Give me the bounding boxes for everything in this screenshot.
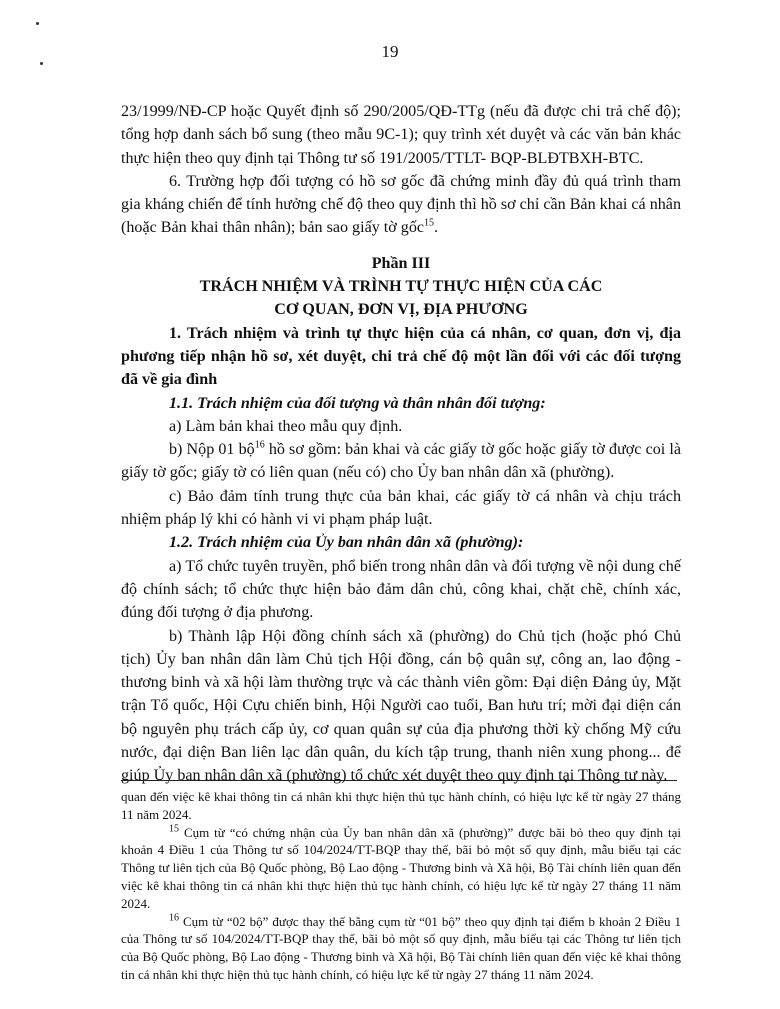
para-1-2-b: b) Thành lập Hội đồng chính sách xã (phường) do Chủ tịch (hoặc phó Chủ tịch) Ủy ban nhân dân làm Chủ tịch Hội đồng, cán bộ quân sự, công an, lao động - thương binh và xã hội làm thường trực và các thành viên gồm: Đại diện Đảng ủy, Mặt trận Tổ quốc, Hội Cựu chiến binh, Hội Người cao tuổi, Ban hưu trí; mời đại diện cán bộ nguyên phụ trách cấp ủy, cơ quan quân sự của địa phương thời kỳ chống Mỹ cứu nước, đại diện Ban liên lạc dân quân, du kích tập trung, thanh niên xung phong... để giúp Ủy ban nhân dân xã (phường) tổ chức xét duyệt theo quy định tại Thông tư này. xyxy=(121,627,681,785)
footnote-ref-15: 15 xyxy=(424,218,435,230)
page-number: 19 xyxy=(381,42,399,61)
para-1-1-b-end: hồ sơ gồm: bản khai và các giấy tờ gốc hoặc giấy tờ được coi là giấy tờ gốc; giấy tờ có liên quan (nếu có) cho Ủy ban nhân dân xã (phường). xyxy=(121,441,681,482)
footnotes xyxy=(121,788,681,984)
para-1-1-a: a) Làm bản khai theo mẫu quy định. xyxy=(169,417,403,435)
footnote-16 xyxy=(121,913,681,984)
para-1-1-b xyxy=(121,438,681,485)
footnote-15 xyxy=(121,824,681,913)
heading-1-1: 1.1. Trách nhiệm của đối tượng và thân nhân đối tượng: xyxy=(169,394,546,412)
item-6-text: 6. Trường hợp đối tượng có hồ sơ gốc đã chứng minh đầy đủ quá trình tham gia kháng chiến để tính hưởng chế độ theo quy định thì hồ sơ chỉ cần Bản khai cá nhân (hoặc Bản khai thân nhân); bản sao giấy tờ gốc xyxy=(121,172,681,237)
para-1-2-a: a) Tổ chức tuyên truyền, phổ biến trong nhân dân và đối tượng về nội dung chế độ chính sách; tổ chức thực hiện bảo đảm dân chủ, công khai, chặt chẽ, chính xác, đúng đối tượng ở địa phương. xyxy=(121,557,681,622)
para-1-1-b-start: b) Nộp 01 bộ xyxy=(169,441,255,459)
continuation-paragraph: 23/1999/NĐ-CP hoặc Quyết định số 290/2005/QĐ-TTg (nếu đã được chi trả chế độ); tổng hợp danh sách bổ sung (theo mẫu 9C-1); quy trình xét duyệt và các văn bản khác thực hiện theo quy định tại Thông tư số 191/2005/TTLT- BQP-BLĐTBXH-BTC. xyxy=(121,103,681,167)
part-title-line-1: TRÁCH NHIỆM VÀ TRÌNH TỰ THỰC HIỆN CỦA CÁC xyxy=(199,278,603,296)
heading-1: 1. Trách nhiệm và trình tự thực hiện của cá nhân, cơ quan, đơn vị, địa phương tiếp nhận hồ sơ, xét duyệt, chi trả chế độ một lần đối với các đối tượng đã về gia đình xyxy=(121,324,681,389)
heading-1-2: 1.2. Trách nhiệm của Ủy ban nhân dân xã (phường): xyxy=(169,534,524,552)
footnote-16-text: Cụm từ “02 bộ” được thay thế bằng cụm từ “01 bộ” theo quy định tại điểm b khoản 2 Điều 1 của Thông tư số 104/2024/TT-BQP thay thế, bãi bỏ một số quy định, mẫu biểu tại các Thông tư liên tịch của Bộ Quốc phòng, Bộ Lao động - Thương binh và Xã hội, Bộ Tài chính liên quan đến việc kê khai thông tin cá nhân khi thực hiện thủ tục hành chính, có hiệu lực kể từ ngày 27 tháng 11 năm 2024. xyxy=(121,913,681,982)
item-6-end: . xyxy=(434,219,439,237)
para-1-1-c: c) Bảo đảm tính trung thực của bản khai, các giấy tờ cá nhân và chịu trách nhiệm pháp lý khi có hành vi vi phạm pháp luật. xyxy=(121,487,681,529)
part-label: Phần III xyxy=(371,254,431,272)
footnote-continuation: quan đến việc kê khai thông tin cá nhân khi thực hiện thủ tục hành chính, có hiệu lực kể từ ngày 27 tháng 11 năm 2024. xyxy=(121,789,681,822)
part-title-line-2: CƠ QUAN, ĐƠN VỊ, ĐỊA PHƯƠNG xyxy=(274,301,528,319)
main-text xyxy=(121,100,681,788)
footnote-ref-16: 16 xyxy=(254,439,265,451)
scan-speck-top xyxy=(36,22,39,25)
scan-speck-left xyxy=(40,62,43,65)
footnote-16-number: 16 xyxy=(169,912,179,924)
footnote-divider xyxy=(121,780,677,781)
item-6-paragraph xyxy=(121,170,681,240)
footnote-15-number: 15 xyxy=(169,823,179,835)
footnote-15-text: Cụm từ “có chứng nhận của Ủy ban nhân dân xã (phường)” được bãi bỏ theo quy định tại khoản 4 Điều 1 của Thông tư số 104/2024/TT-BQP thay thế, bãi bỏ một số quy định, mẫu biểu tại các Thông tư liên tịch của Bộ Quốc phòng, Bộ Lao động - Thương binh và Xã hội, Bộ Tài chính liên quan đến việc kê khai thông tin cá nhân khi thực hiện thủ tục hành chính, có hiệu lực kể từ ngày 27 tháng 11 năm 2024. xyxy=(121,824,681,911)
